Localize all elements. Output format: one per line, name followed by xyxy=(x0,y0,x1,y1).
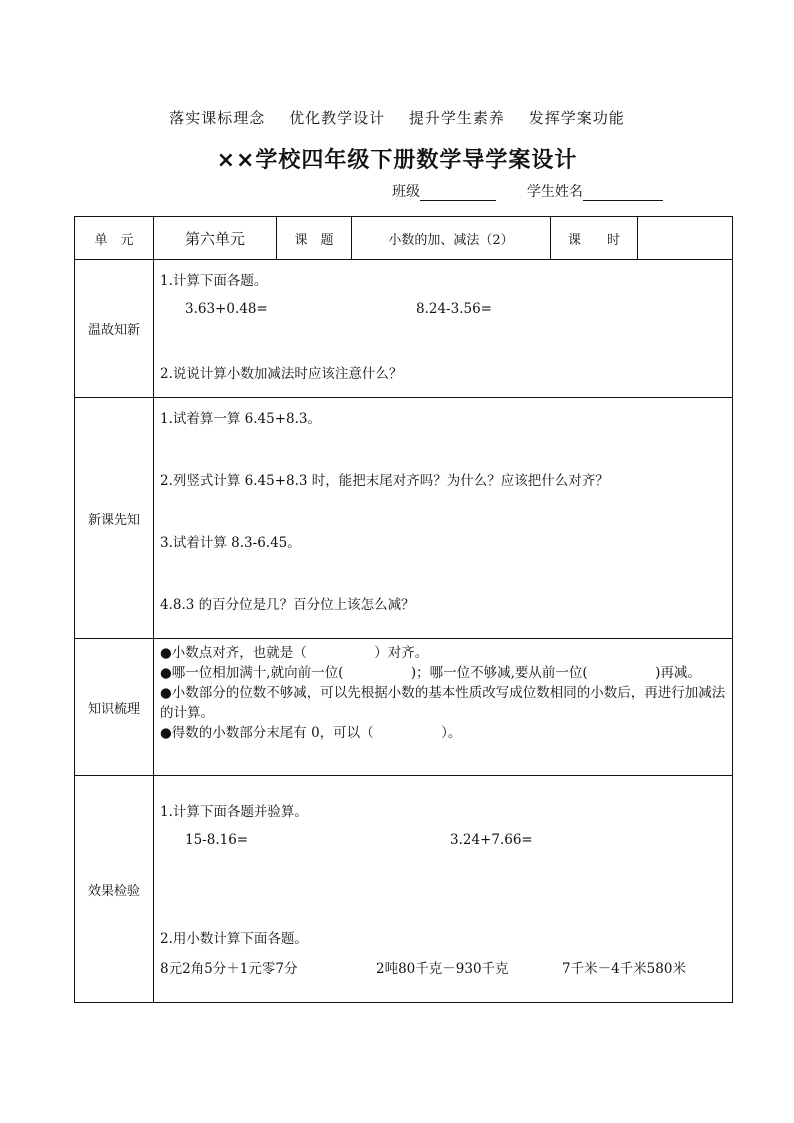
unit-value: 第六单元 xyxy=(154,217,277,260)
review-q1: 1.计算下面各题。 xyxy=(160,273,268,289)
review-row xyxy=(75,260,733,398)
preview-q1: 1.试着算一算 6.45+8.3。 xyxy=(160,411,322,427)
motto-1: 落实课标理念 xyxy=(169,109,266,127)
check-q2: 2.用小数计算下面各题。 xyxy=(160,931,308,947)
period-value[interactable] xyxy=(638,217,733,260)
review-label: 温故知新 xyxy=(75,260,154,398)
summary-row xyxy=(75,639,733,776)
preview-q2: 2.列竖式计算 6.45+8.3 时，能把末尾对齐吗？为什么？应该把什么对齐？ xyxy=(160,473,609,489)
check-label: 效果检验 xyxy=(75,776,154,1003)
review-q2: 2.说说计算小数加减法时应该注意什么？ xyxy=(160,366,403,382)
check-expr-1: 15-8.16= xyxy=(185,832,249,848)
check-row xyxy=(75,776,733,1003)
summary-label: 知识梳理 xyxy=(75,639,154,776)
class-field[interactable] xyxy=(420,186,496,201)
summary-bullet-3: ●小数部分的位数不够减，可以先根据小数的基本性质改写成位数相同的小数后，再进行加减法的计算。 xyxy=(160,685,726,721)
check-expr-2: 3.24+7.66= xyxy=(450,832,533,848)
review-content xyxy=(154,260,733,398)
preview-label: 新课先知 xyxy=(75,398,154,639)
motto-4: 发挥学案功能 xyxy=(528,109,625,127)
review-expr-2: 8.24-3.56= xyxy=(416,301,492,317)
motto-line xyxy=(0,107,794,128)
period-label: 课 时 xyxy=(551,217,638,260)
check-content xyxy=(154,776,733,1003)
page-title: ××学校四年级下册数学导学案设计 xyxy=(216,148,578,173)
check-expr-3: 8元2角5分＋1元零7分 xyxy=(160,961,298,977)
motto-3: 提升学生素养 xyxy=(408,109,505,127)
preview-q3: 3.试着计算 8.3-6.45。 xyxy=(160,535,301,551)
lesson-table xyxy=(74,216,733,1003)
student-info xyxy=(392,181,663,201)
preview-row xyxy=(75,398,733,639)
topic-value: 小数的加、减法（2） xyxy=(352,217,551,260)
check-expr-4: 2吨80千克－930千克 xyxy=(376,961,509,977)
topic-label: 课 题 xyxy=(277,217,352,260)
summary-content xyxy=(154,639,733,776)
summary-bullet-1: ●小数点对齐，也就是（ ）对齐。 xyxy=(160,645,429,661)
preview-content xyxy=(154,398,733,639)
summary-bullet-4: ●得数的小数部分末尾有 0，可以（ ）。 xyxy=(160,725,462,741)
motto-2: 优化教学设计 xyxy=(289,109,386,127)
name-label: 学生姓名 xyxy=(526,184,583,200)
unit-label: 单 元 xyxy=(75,217,154,260)
check-q1: 1.计算下面各题并验算。 xyxy=(160,804,308,820)
name-field[interactable] xyxy=(583,186,663,201)
preview-q4: 4.8.3 的百分位是几？百分位上该怎么减？ xyxy=(160,597,415,613)
class-label: 班级 xyxy=(392,184,420,200)
review-expr-1: 3.63+0.48= xyxy=(185,301,268,317)
summary-bullet-2: ●哪一位相加满十,就向前一位( )；哪一位不够减,要从前一位( )再减。 xyxy=(160,665,701,681)
header-row xyxy=(75,217,733,260)
check-expr-5: 7千米－4千米580米 xyxy=(562,961,686,977)
